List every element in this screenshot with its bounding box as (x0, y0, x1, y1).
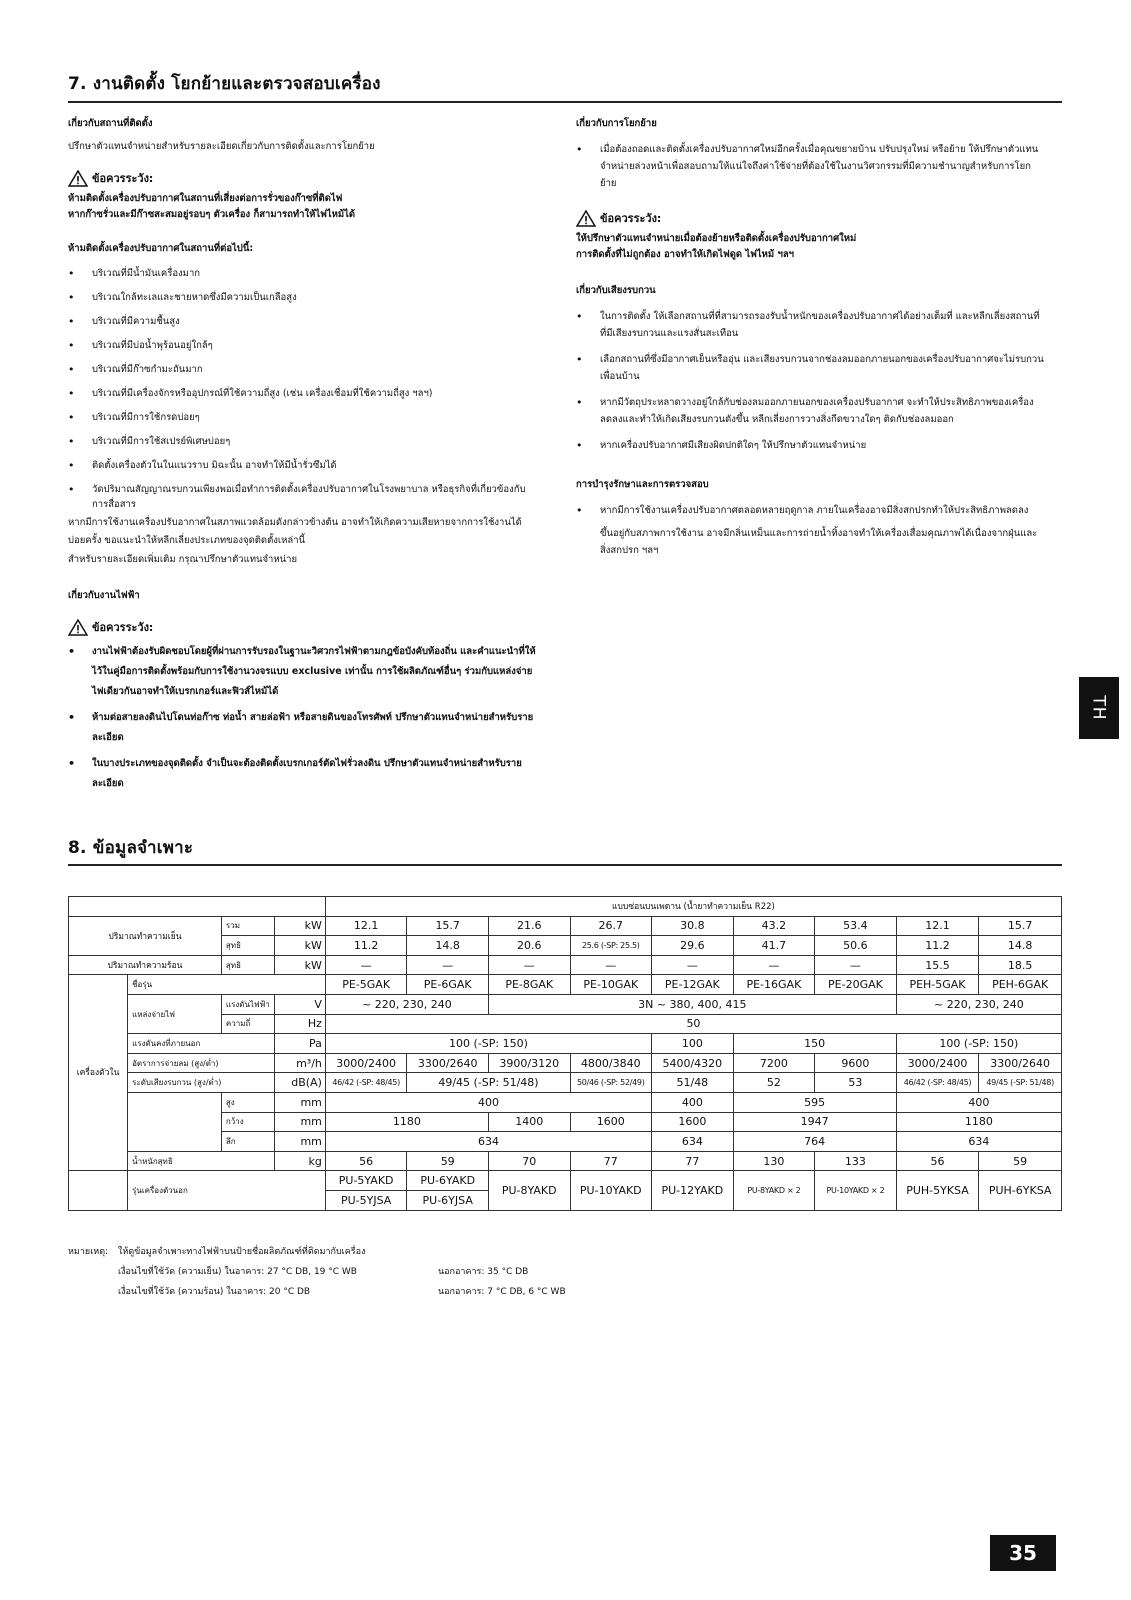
table-cell: 20.6 (488, 936, 570, 956)
table-cell: 59 (979, 1151, 1062, 1171)
spec-table (68, 896, 1062, 1211)
table-cell: PE-5GAK (325, 975, 407, 995)
table-cell: 11.2 (896, 936, 979, 956)
list-item: • หากเครื่องปรับอากาศมีเสียงผิดปกติใดๆ ให้ปรึกษาตัวแทนจำหน่าย (576, 437, 1044, 454)
caution-1-line-1: ห้ามติดตั้งเครื่องปรับอากาศในสถานที่เสี่ยงต่อการรั่วของก๊าซที่ติดไฟ (68, 193, 343, 204)
cooling-outdoor: นอกอาคาร: 35 °C DB (438, 1267, 529, 1277)
table-cell: 59 (407, 1151, 489, 1171)
table-row (69, 1034, 1062, 1054)
row-label: แรงดันคงที่ภายนอก (128, 1034, 275, 1054)
table-cell: 100 (652, 1034, 734, 1054)
table-cell: PE-8GAK (488, 975, 570, 995)
right-column (576, 116, 1044, 563)
row-label: ชื่อรุ่น (128, 975, 326, 995)
list-item: • ห้ามต่อสายลงดินไปโดนท่อก๊าซ ท่อน้ำ สายล่อฟ้า หรือสายดินของโทรศัพท์ ปรึกษาตัวแทนจำหน่ายสำหรับรายละเอียด (68, 708, 538, 748)
note-line (68, 1262, 566, 1282)
table-cell: 3000/2400 (896, 1053, 979, 1073)
caution-title-3: ข้อควรระวัง: (600, 212, 662, 225)
table-cell: 3900/3120 (488, 1053, 570, 1073)
table-row (69, 1171, 1062, 1191)
table-cell: PUH-6YKSA (979, 1171, 1062, 1210)
left-column (68, 116, 538, 800)
unit-cell: Pa (274, 1034, 325, 1054)
maintenance-heading: การบำรุงรักษาและการตรวจสอบ (576, 479, 709, 490)
table-cell: 12.1 (896, 916, 979, 936)
list-item: • ติดตั้งเครื่องตัวในในแนวราบ มิฉะนั้น อาจทำให้มีน้ำรั่วซึมได้ (68, 458, 538, 473)
install-heading: เกี่ยวกับสถานที่ติดตั้ง (68, 118, 153, 129)
table-cell: 11.2 (325, 936, 407, 956)
table-cell: PU-6YJSA (407, 1190, 489, 1210)
section-7-rule (68, 101, 1062, 103)
table-cell: 150 (733, 1034, 896, 1054)
table-cell: PE-12GAK (652, 975, 734, 995)
environment-text-2: สำหรับรายละเอียดเพิ่มเติม กรุณาปรึกษาตัวแทนจำหน่าย (68, 554, 298, 565)
environment-text-1: หากมีการใช้งานเครื่องปรับอากาศในสภาพแวดล้อมดังกล่าวข้างต้น อาจทำให้เกิดความเสียหายจากการใช้งานได้บ่อยครั้ง ขอแนะนำให้หลีกเลี่ยงประเภทของจุดติดตั้งเหล่านี้ (68, 517, 522, 546)
language-tab-label: TH (1088, 695, 1109, 721)
list-item: • บริเวณที่มีก๊าซกำมะถันมาก (68, 362, 538, 377)
table-cell: 49/45 (-SP: 51/48) (979, 1073, 1062, 1093)
noise-list (576, 308, 1044, 454)
table-cell: 50/46 (-SP: 52/49) (570, 1073, 652, 1093)
table-cell: 53 (815, 1073, 897, 1093)
table-row (69, 994, 1062, 1014)
table-cell: 400 (325, 1092, 651, 1112)
row-label: รุ่นเครื่องตัวนอก (128, 1171, 326, 1210)
table-cell: 9600 (815, 1053, 897, 1073)
table-cell: 43.2 (733, 916, 815, 936)
row-label: สูง (221, 1092, 274, 1112)
table-cell: PUH-5YKSA (896, 1171, 979, 1210)
table-cell: 77 (652, 1151, 734, 1171)
section-8-rule (68, 864, 1062, 866)
table-cell: PEH-6GAK (979, 975, 1062, 995)
table-cell: ~ 220, 230, 240 (896, 994, 1061, 1014)
list-item: • เลือกสถานที่ซึ่งมีอากาศเย็นหรืออุ่น และเสียงรบกวนจากช่องลมออกภายนอกของเครื่องปรับอากาศจะไม่รบกวนเพื่อนบ้าน (576, 351, 1044, 385)
row-label: รวม (221, 916, 274, 936)
unit-cell: dB(A) (274, 1073, 325, 1093)
table-cell: 53.4 (815, 916, 897, 936)
table-cell: PEH-5GAK (896, 975, 979, 995)
table-cell: 12.1 (325, 916, 407, 936)
table-row (69, 975, 1062, 995)
table-cell: 41.7 (733, 936, 815, 956)
unit-cell: mm (274, 1112, 325, 1132)
unit-cell: kW (274, 916, 325, 936)
unit-cell: kg (274, 1151, 325, 1171)
table-cell: — (488, 955, 570, 975)
table-cell: ~ 220, 230, 240 (325, 994, 488, 1014)
caution-heading-1 (68, 170, 538, 187)
table-cell: 100 (-SP: 150) (896, 1034, 1061, 1054)
table-cell: 46/42 (-SP: 48/45) (325, 1073, 407, 1093)
table-cell: PU-10YAKD × 2 (815, 1171, 897, 1210)
electric-list (68, 642, 538, 794)
row-label: สุทธิ (221, 955, 274, 975)
table-cell: 133 (815, 1151, 897, 1171)
note-text: ให้ดูข้อมูลจำเพาะทางไฟฟ้าบนป้ายชื่อผลิตภัณฑ์ที่ติดมากับเครื่อง (118, 1247, 366, 1257)
table-cell: 29.6 (652, 936, 734, 956)
table-row (69, 916, 1062, 936)
unit-cell: mm (274, 1132, 325, 1152)
table-cell: 1180 (896, 1112, 1061, 1132)
list-item: • ในการติดตั้ง ให้เลือกสถานที่ที่สามารถรองรับน้ำหนักของเครื่องปรับอากาศได้อย่างเต็มที่ และหลีกเลี่ยงสถานที่ที่มีเสียงรบกวนและแรงสั่นสะเทือน (576, 308, 1044, 342)
table-cell: PE-10GAK (570, 975, 652, 995)
table-cell: PE-16GAK (733, 975, 815, 995)
notes (68, 1242, 566, 1302)
warning-icon (68, 170, 88, 187)
note-line (68, 1282, 566, 1302)
row-label: ความถี่ (221, 1014, 274, 1034)
relocate-heading: เกี่ยวกับการโยกย้าย (576, 118, 657, 129)
language-tab (1079, 677, 1119, 739)
table-row (69, 1092, 1062, 1112)
table-cell: PU-5YJSA (325, 1190, 407, 1210)
caution-3-line-2: การติดตั้งที่ไม่ถูกต้อง อาจทำให้เกิดไฟดูด ไฟไหม้ ฯลฯ (576, 249, 794, 260)
table-cell: 70 (488, 1151, 570, 1171)
list-item: • บริเวณที่มีการใช้กรดบ่อยๆ (68, 410, 538, 425)
list-item: • หากมีการใช้งานเครื่องปรับอากาศตลอดหลายฤดูกาล ภายในเครื่องอาจมีสิ่งสกปรกทำให้ประสิทธิภาพลดลง (576, 502, 1044, 519)
table-cell: 18.5 (979, 955, 1062, 975)
list-item: • บริเวณที่มีบ่อน้ำพุร้อนอยู่ใกล้ๆ (68, 338, 538, 353)
table-cell (128, 1092, 222, 1151)
table-cell: — (570, 955, 652, 975)
list-item: • เมื่อต้องถอดและติดตั้งเครื่องปรับอากาศใหม่อีกครั้งเมื่อคุณขยายบ้าน ปรับปรุงใหม่ หรือย้าย ให้ปรึกษาตัวแทนจำหน่ายล่วงหน้าเพื่อสอบถามให้แน่ใจถึงค่าใช้จ่ายที่ต้องใช้ในงานวิศวกรรมที่มีความชำนาญสำหรับการโยกย้าย (576, 141, 1044, 192)
list-item: • วัดปริมาณสัญญาณรบกวนเพียงพอเมื่อทำการติดตั้งเครื่องปรับอากาศในโรงพยาบาล หรือธุรกิจที่เกี่ยวข้องกับการสื่อสาร (68, 482, 538, 512)
table-row (69, 1073, 1062, 1093)
unit-cell: kW (274, 936, 325, 956)
table-header-type: แบบซ่อนบนเพดาน (น้ำยาทำความเย็น R22) (325, 897, 1061, 917)
table-cell: 51/48 (652, 1073, 734, 1093)
table-cell: 56 (896, 1151, 979, 1171)
note-label: หมายเหตุ: (68, 1247, 109, 1257)
table-cell: — (733, 955, 815, 975)
table-cell (69, 897, 326, 917)
list-item: • บริเวณที่มีการใช้สเปรย์พิเศษบ่อยๆ (68, 434, 538, 449)
table-row (69, 955, 1062, 975)
warning-icon (576, 210, 596, 227)
table-cell: 52 (733, 1073, 815, 1093)
table-row (69, 897, 1062, 917)
table-cell: 7200 (733, 1053, 815, 1073)
row-label: แรงดันไฟฟ้า (221, 994, 274, 1014)
table-cell: 46/42 (-SP: 48/45) (896, 1073, 979, 1093)
table-cell: 26.7 (570, 916, 652, 936)
electric-heading: เกี่ยวกับงานไฟฟ้า (68, 590, 140, 601)
table-cell: 25.6 (-SP: 25.5) (570, 936, 652, 956)
table-cell: 56 (325, 1151, 407, 1171)
unit-cell: Hz (274, 1014, 325, 1034)
table-cell: 3N ~ 380, 400, 415 (488, 994, 896, 1014)
table-cell: PU-8YAKD (488, 1171, 570, 1210)
caution-3-line-1: ให้ปรึกษาตัวแทนจำหน่ายเมื่อต้องย้ายหรือติดตั้งเครื่องปรับอากาศใหม่ (576, 233, 857, 244)
table-cell: 14.8 (407, 936, 489, 956)
install-text: ปรึกษาตัวแทนจำหน่ายสำหรับรายละเอียดเกี่ยวกับการติดตั้งและการโยกย้าย (68, 141, 375, 152)
table-cell: 3300/2640 (979, 1053, 1062, 1073)
table-cell: 15.7 (979, 916, 1062, 936)
table-cell: — (815, 955, 897, 975)
list-item: • หากมีวัตถุประหลาดวางอยู่ใกล้กับช่องลมออกภายนอกของเครื่องปรับอากาศ จะทำให้ประสิทธิภาพของเครื่องลดลงและทำให้เกิดเสียงรบกวนดังขึ้น หลีกเลี่ยงการวางสิ่งกีดขวางใดๆ ติดกับช่องลมออก (576, 394, 1044, 428)
table-cell: 595 (733, 1092, 896, 1112)
table-cell: 21.6 (488, 916, 570, 936)
table-cell: 15.5 (896, 955, 979, 975)
table-cell: PU-10YAKD (570, 1171, 652, 1210)
indoor-unit-label: เครื่องตัวใน (69, 975, 128, 1171)
row-label: อัตราการจ่ายลม (สูง/ต่ำ) (128, 1053, 275, 1073)
table-cell: 15.7 (407, 916, 489, 936)
spacer (68, 1262, 118, 1282)
table-cell: 100 (-SP: 150) (325, 1034, 651, 1054)
table-cell: PU-8YAKD × 2 (733, 1171, 815, 1210)
row-label: แหล่งจ่ายไฟ (128, 994, 222, 1033)
row-label: ระดับเสียงรบกวน (สูง/ต่ำ) (128, 1073, 275, 1093)
unit-cell: m³/h (274, 1053, 325, 1073)
table-cell: PU-12YAKD (652, 1171, 734, 1210)
table-cell: — (652, 955, 734, 975)
maintenance-list (576, 502, 1044, 519)
table-cell: 130 (733, 1151, 815, 1171)
heating-label: ปริมาณทำความร้อน (69, 955, 222, 975)
row-label: ลึก (221, 1132, 274, 1152)
caution-heading-3 (576, 210, 1044, 227)
table-cell: PE-6GAK (407, 975, 489, 995)
table-cell: 634 (325, 1132, 651, 1152)
unit-cell: V (274, 994, 325, 1014)
row-label: สุทธิ (221, 936, 274, 956)
table-cell: 3300/2640 (407, 1053, 489, 1073)
table-cell (69, 1171, 128, 1210)
noise-heading: เกี่ยวกับเสียงรบกวน (576, 285, 656, 296)
unit-cell: kW (274, 955, 325, 975)
table-cell: 50 (325, 1014, 1061, 1034)
list-item: • บริเวณที่มีความชื้นสูง (68, 314, 538, 329)
list-item: • งานไฟฟ้าต้องรับผิดชอบโดยผู้ที่ผ่านการรับรองในฐานะวิศวกรไฟฟ้าตามกฎข้อบังคับท้องถิ่น และคำแนะนำที่ให้ไว้ในคู่มือการติดตั้งพร้อมกับการใช้งานวงจรแบบ exclusive เท่านั้น การใช้ผลิตภัณฑ์อื่นๆ ร่วมกับแหล่งจ่ายไฟเดียวกันอาจทำให้เบรกเกอร์และฟิวส์ไหม้ได้ (68, 642, 538, 702)
caution-heading-2 (68, 619, 538, 636)
no-install-list (68, 266, 538, 512)
table-cell: 14.8 (979, 936, 1062, 956)
row-label: น้ำหนักสุทธิ (128, 1151, 275, 1171)
table-cell: 764 (733, 1132, 896, 1152)
table-cell: 634 (896, 1132, 1061, 1152)
cooling-condition: เงื่อนไขที่ใช้วัด (ความเย็น) ในอาคาร: 27 °C DB, 19 °C WB (118, 1267, 357, 1277)
caution-title-1: ข้อควรระวัง: (92, 172, 154, 185)
table-cell: 400 (652, 1092, 734, 1112)
table-cell: PE-20GAK (815, 975, 897, 995)
table-cell: 1600 (570, 1112, 652, 1132)
relocate-list (576, 141, 1044, 192)
list-item: • บริเวณที่มีเครื่องจักรหรืออุปกรณ์ที่ใช้ความถี่สูง (เช่น เครื่องเชื่อมที่ใช้ความถี่สูง ฯลฯ) (68, 386, 538, 401)
row-label: กว้าง (221, 1112, 274, 1132)
section-8-title: 8. ข้อมูลจำเพาะ (68, 838, 194, 858)
caution-1-line-2: หากก๊าซรั่วและมีก๊าซสะสมอยู่รอบๆ ตัวเครื่อง ก็สามารถทำให้ไฟไหม้ได้ (68, 209, 356, 220)
list-item: • ในบางประเภทของจุดติดตั้ง จำเป็นจะต้องติดตั้งเบรกเกอร์ตัดไฟรั่วลงดิน ปรึกษาตัวแทนจำหน่ายสำหรับรายละเอียด (68, 754, 538, 794)
heating-outdoor: นอกอาคาร: 7 °C DB, 6 °C WB (438, 1287, 566, 1297)
list-item: • บริเวณที่มีน้ำมันเครื่องมาก (68, 266, 538, 281)
table-row (69, 1053, 1062, 1073)
table-cell: 49/45 (-SP: 51/48) (407, 1073, 570, 1093)
heating-condition: เงื่อนไขที่ใช้วัด (ความร้อน) ในอาคาร: 20 °C DB (118, 1287, 311, 1297)
table-cell: 1180 (325, 1112, 488, 1132)
table-cell: 1947 (733, 1112, 896, 1132)
table-cell: PU-5YAKD (325, 1171, 407, 1191)
no-install-heading: ห้ามติดตั้งเครื่องปรับอากาศในสถานที่ต่อไปนี้: (68, 243, 254, 254)
table-cell: — (407, 955, 489, 975)
table-row (69, 1151, 1062, 1171)
list-item: • บริเวณใกล้ทะเลและชายหาดซึ่งมีความเป็นเกลือสูง (68, 290, 538, 305)
table-cell: 50.6 (815, 936, 897, 956)
maintenance-extra: ขึ้นอยู่กับสภาพการใช้งาน อาจมีกลิ่นเหม็นและการถ่ายน้ำทิ้งอาจทำให้เครื่องเสื่อมคุณภาพได้เนื่องจากฝุ่นและสิ่งสกปรก ฯลฯ (600, 528, 1038, 556)
cooling-label: ปริมาณทำความเย็น (69, 916, 222, 955)
caution-title-2: ข้อควรระวัง: (92, 621, 154, 634)
table-cell: 3000/2400 (325, 1053, 407, 1073)
table-cell: 5400/4320 (652, 1053, 734, 1073)
table-cell: 634 (652, 1132, 734, 1152)
table-cell: 1600 (652, 1112, 734, 1132)
note-line (68, 1242, 566, 1262)
page-number: 35 (990, 1535, 1056, 1571)
table-cell: 77 (570, 1151, 652, 1171)
table-cell: — (325, 955, 407, 975)
table-cell: 400 (896, 1092, 1061, 1112)
section-7-title: 7. งานติดตั้ง โยกย้ายและตรวจสอบเครื่อง (68, 74, 381, 94)
table-cell: 30.8 (652, 916, 734, 936)
spacer (68, 1282, 118, 1302)
table-cell: 4800/3840 (570, 1053, 652, 1073)
unit-cell: mm (274, 1092, 325, 1112)
table-cell: 1400 (488, 1112, 570, 1132)
table-cell: PU-6YAKD (407, 1171, 489, 1191)
warning-icon (68, 619, 88, 636)
